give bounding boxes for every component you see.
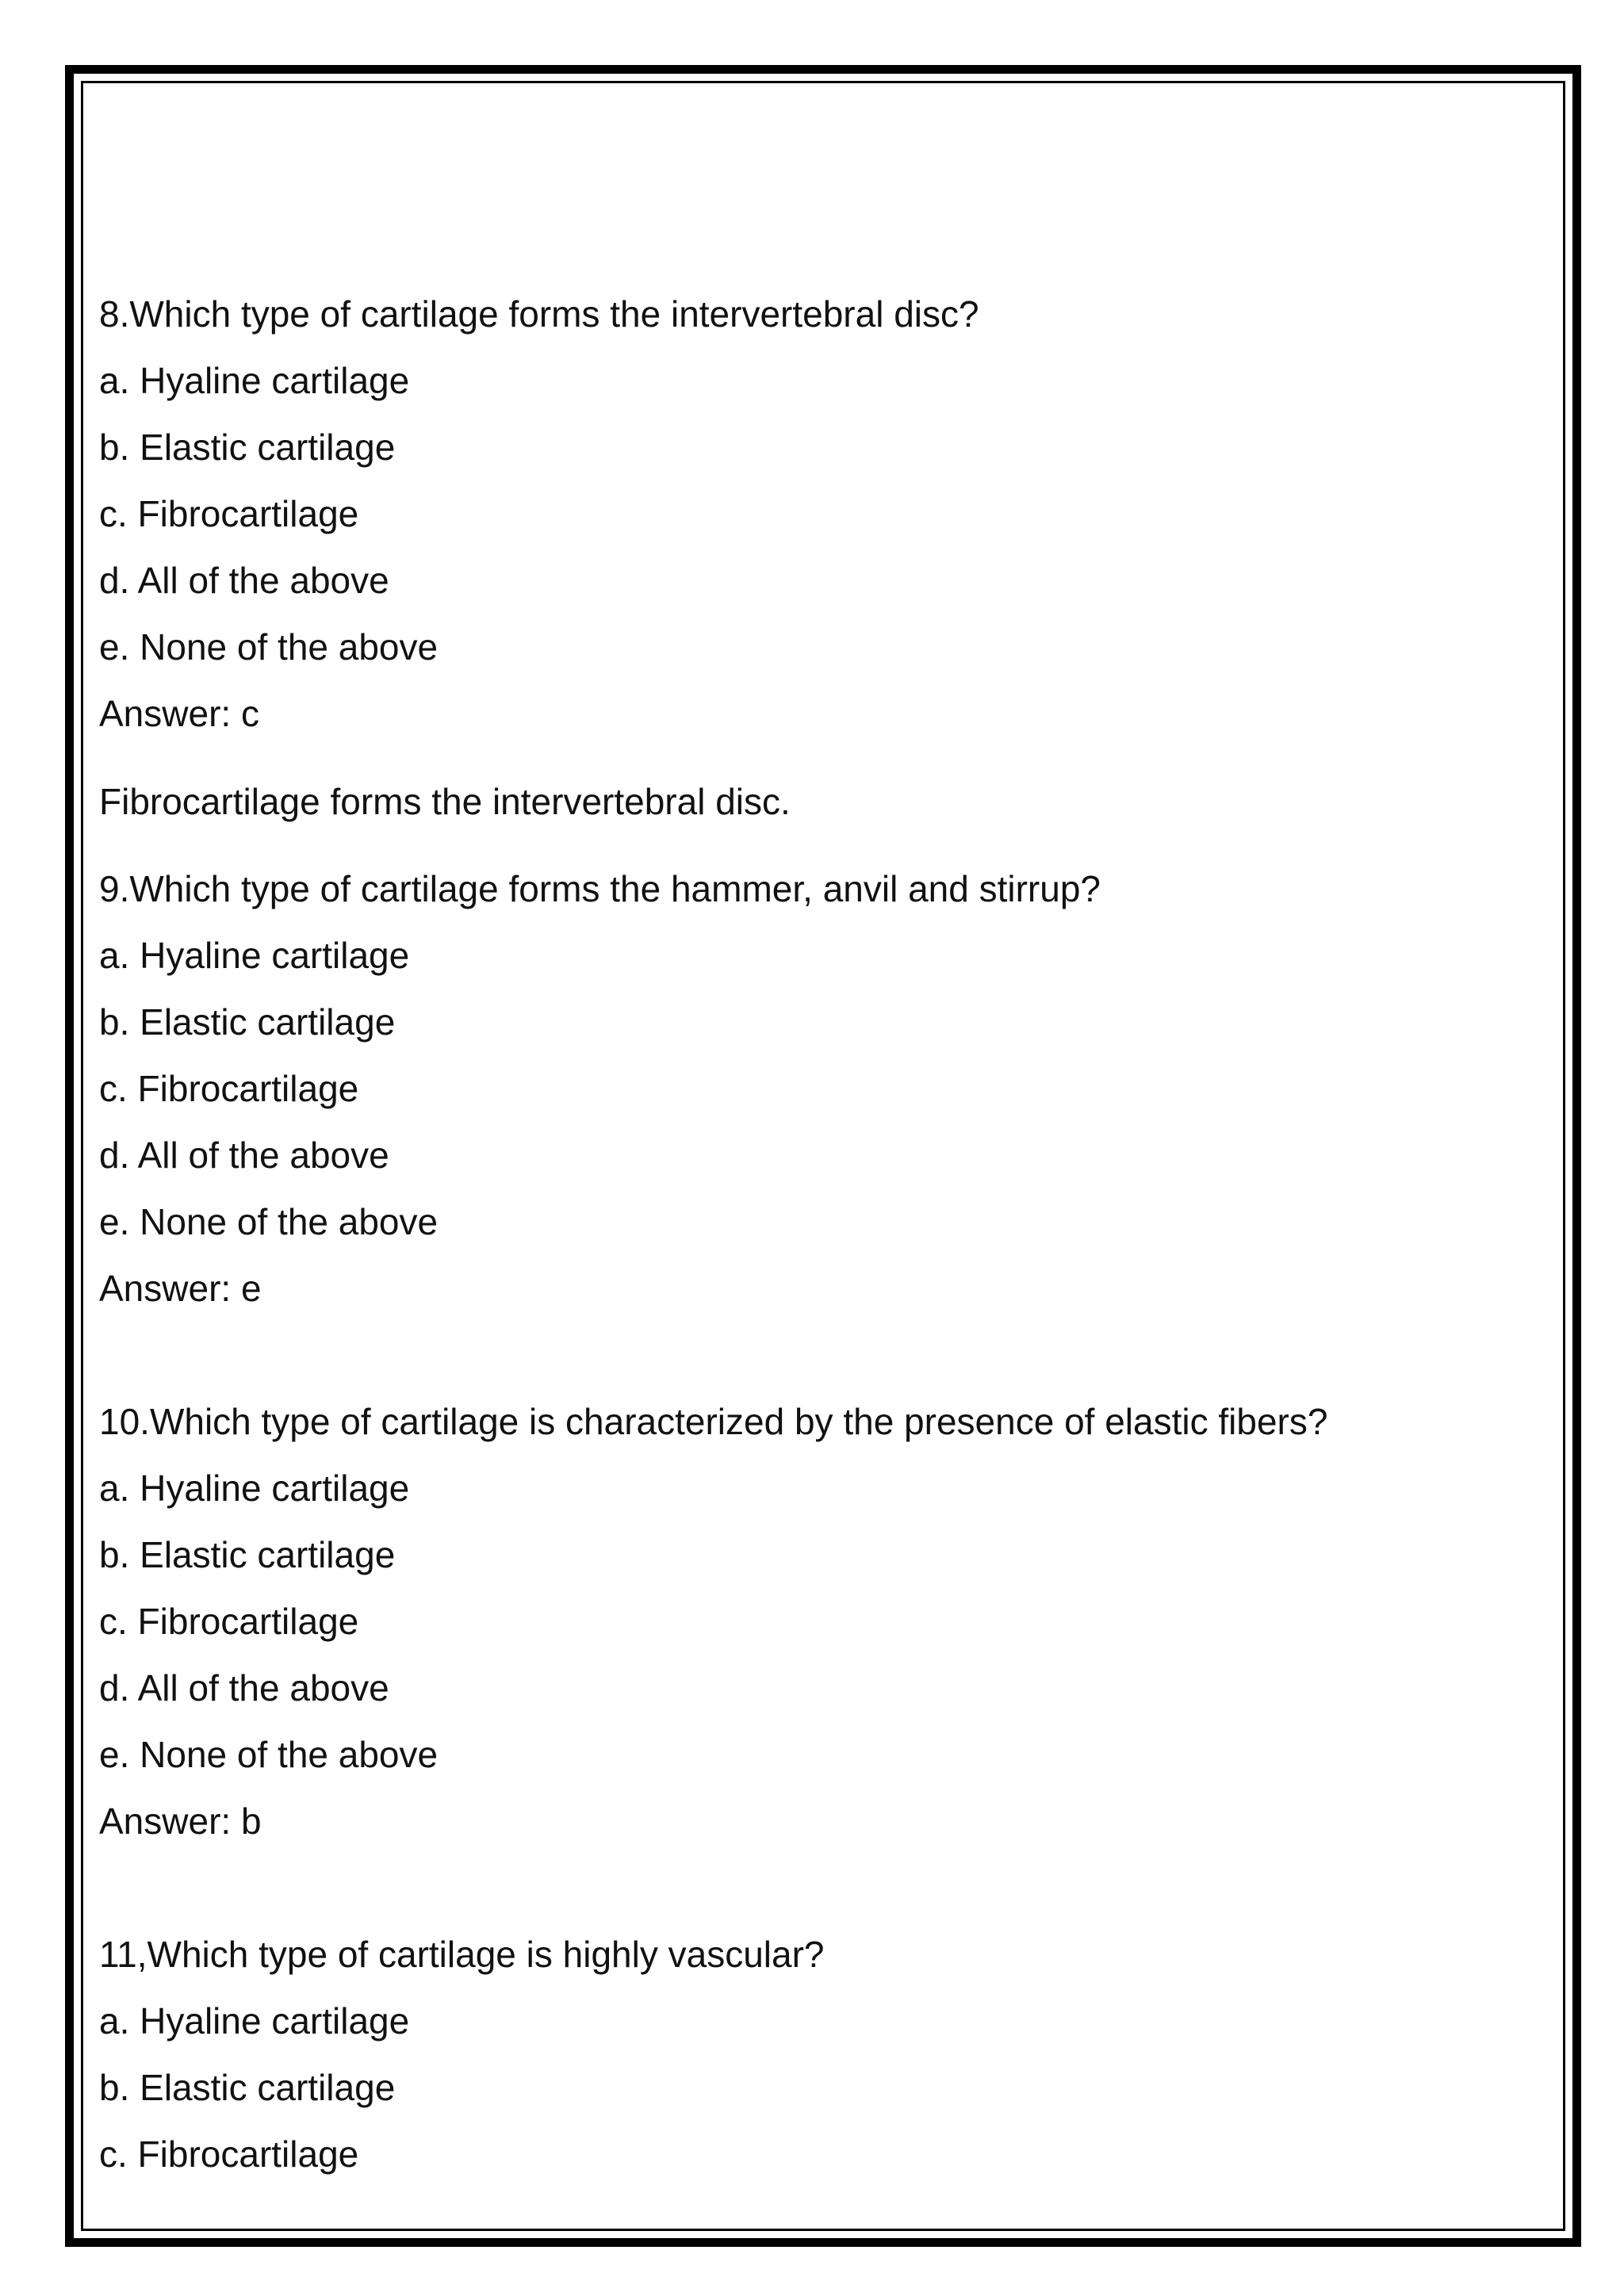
question-text: 9.Which type of cartilage forms the hammer, anvil and stirrup? — [99, 868, 1101, 909]
option-c: c. Fibrocartilage — [99, 1068, 359, 1109]
option-a: a. Hyaline cartilage — [99, 935, 410, 976]
explanation: Fibrocartilage forms the intervertebral disc. — [99, 781, 791, 822]
option-a: a. Hyaline cartilage — [99, 360, 410, 401]
option-c: c. Fibrocartilage — [99, 1601, 359, 1642]
option-a: a. Hyaline cartilage — [99, 1468, 410, 1509]
answer-line: Answer: c — [99, 693, 259, 734]
option-d: d. All of the above — [99, 1135, 389, 1176]
question-text: 10.Which type of cartilage is characterized by the presence of elastic fibers? — [99, 1401, 1328, 1442]
option-c: c. Fibrocartilage — [99, 493, 359, 534]
option-e: e. None of the above — [99, 626, 439, 668]
question-text: 11,Which type of cartilage is highly vascular? — [99, 1934, 825, 1975]
option-e: e. None of the above — [99, 1734, 439, 1775]
option-c: c. Fibrocartilage — [99, 2133, 359, 2175]
option-e: e. None of the above — [99, 1201, 439, 1242]
question-text: 8.Which type of cartilage forms the intervertebral disc? — [99, 293, 979, 335]
option-a: a. Hyaline cartilage — [99, 2000, 410, 2042]
option-b: b. Elastic cartilage — [99, 427, 396, 468]
option-d: d. All of the above — [99, 1667, 389, 1709]
option-b: b. Elastic cartilage — [99, 2067, 396, 2108]
answer-line: Answer: e — [99, 1268, 262, 1309]
answer-line: Answer: b — [99, 1800, 262, 1842]
option-d: d. All of the above — [99, 560, 389, 601]
option-b: b. Elastic cartilage — [99, 1001, 396, 1043]
option-b: b. Elastic cartilage — [99, 1534, 396, 1575]
